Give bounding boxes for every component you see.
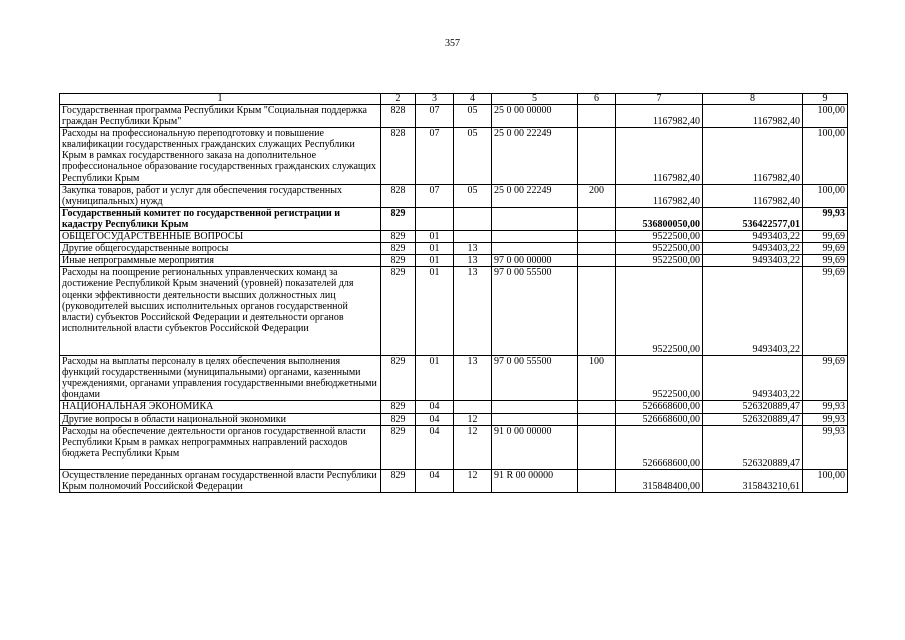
cell-col-3: 04 bbox=[416, 470, 454, 493]
cell-col-2: 829 bbox=[381, 470, 416, 493]
table-row bbox=[60, 243, 848, 255]
cell-col-9: 99,93 bbox=[803, 207, 848, 230]
cell-col-2: 829 bbox=[381, 413, 416, 425]
cell-col-4: 05 bbox=[454, 128, 492, 184]
cell-col-6 bbox=[578, 401, 616, 413]
cell-col-9: 99,69 bbox=[803, 267, 848, 356]
cell-col-9: 100,00 bbox=[803, 184, 848, 207]
header-col-1: 1 bbox=[60, 94, 381, 105]
cell-name: Расходы на профессиональную переподготовку и повышение квалификации государственных гражданских служащих Республики Крым в рамках государственного заказа на дополнительное профессиональное образование государственных гражданских служащих Республики Крым bbox=[60, 128, 381, 184]
header-col-9: 9 bbox=[803, 94, 848, 105]
cell-col-2: 829 bbox=[381, 425, 416, 469]
table-row bbox=[60, 267, 848, 356]
cell-name: Государственная программа Республики Крым "Социальная поддержка граждан Республики Крым" bbox=[60, 105, 381, 128]
cell-col-4: 05 bbox=[454, 184, 492, 207]
cell-col-3: 01 bbox=[416, 243, 454, 255]
cell-col-4 bbox=[454, 401, 492, 413]
cell-col-8: 1167982,40 bbox=[703, 105, 803, 128]
cell-col-8: 1167982,40 bbox=[703, 184, 803, 207]
cell-col-9: 99,69 bbox=[803, 255, 848, 267]
cell-col-4: 12 bbox=[454, 470, 492, 493]
cell-col-9: 100,00 bbox=[803, 470, 848, 493]
table-row bbox=[60, 425, 848, 469]
cell-col-6 bbox=[578, 413, 616, 425]
cell-col-6 bbox=[578, 207, 616, 230]
cell-col-8: 526320889,47 bbox=[703, 413, 803, 425]
cell-col-3: 01 bbox=[416, 356, 454, 401]
cell-col-7: 536800050,00 bbox=[616, 207, 703, 230]
cell-col-2: 828 bbox=[381, 184, 416, 207]
header-col-6: 6 bbox=[578, 94, 616, 105]
cell-col-4: 05 bbox=[454, 105, 492, 128]
cell-col-7: 9522500,00 bbox=[616, 356, 703, 401]
cell-col-9: 99,69 bbox=[803, 243, 848, 255]
table-row bbox=[60, 231, 848, 243]
cell-col-7: 526668600,00 bbox=[616, 413, 703, 425]
table-row bbox=[60, 470, 848, 493]
cell-col-6 bbox=[578, 425, 616, 469]
cell-col-6: 100 bbox=[578, 356, 616, 401]
cell-col-6 bbox=[578, 231, 616, 243]
cell-col-5 bbox=[492, 413, 578, 425]
cell-col-3: 04 bbox=[416, 401, 454, 413]
cell-col-5: 25 0 00 22249 bbox=[492, 128, 578, 184]
cell-col-5: 97 0 00 55500 bbox=[492, 267, 578, 356]
cell-col-6 bbox=[578, 243, 616, 255]
cell-col-6 bbox=[578, 255, 616, 267]
cell-col-3: 07 bbox=[416, 128, 454, 184]
table-row bbox=[60, 356, 848, 401]
table-row bbox=[60, 255, 848, 267]
cell-col-7: 526668600,00 bbox=[616, 401, 703, 413]
cell-col-3: 04 bbox=[416, 413, 454, 425]
cell-col-8: 526320889,47 bbox=[703, 425, 803, 469]
cell-col-2: 829 bbox=[381, 401, 416, 413]
cell-col-9: 99,93 bbox=[803, 413, 848, 425]
cell-col-6 bbox=[578, 128, 616, 184]
table-row bbox=[60, 105, 848, 128]
cell-col-8: 536422577,01 bbox=[703, 207, 803, 230]
header-col-2: 2 bbox=[381, 94, 416, 105]
cell-col-5 bbox=[492, 243, 578, 255]
cell-col-5: 25 0 00 00000 bbox=[492, 105, 578, 128]
cell-col-2: 828 bbox=[381, 105, 416, 128]
cell-col-7: 9522500,00 bbox=[616, 267, 703, 356]
cell-col-4 bbox=[454, 207, 492, 230]
header-col-7: 7 bbox=[616, 94, 703, 105]
table-row bbox=[60, 401, 848, 413]
cell-col-8: 1167982,40 bbox=[703, 128, 803, 184]
cell-name: Иные непрограммные мероприятия bbox=[60, 255, 381, 267]
cell-name: Расходы на поощрение региональных управленческих команд за достижение Республикой Крым значений (уровней) показателей для оценки эффективности деятельности высших должностных лиц (руководителей высших исполнительных органов государственной власти) субъектов Российской Федерации и деятельности органов исполнительной власти субъектов Российской Федерации bbox=[60, 267, 381, 356]
page-number: 357 bbox=[445, 38, 460, 49]
cell-col-3: 01 bbox=[416, 267, 454, 356]
cell-name: Закупка товаров, работ и услуг для обеспечения государственных (муниципальных) нужд bbox=[60, 184, 381, 207]
cell-name: Расходы на выплаты персоналу в целях обеспечения выполнения функций государственными (муниципальными) органами, казенными учреждениями, органами управления государственными внебюджетными фондами bbox=[60, 356, 381, 401]
cell-col-2: 829 bbox=[381, 356, 416, 401]
header-col-4: 4 bbox=[454, 94, 492, 105]
cell-name: ОБЩЕГОСУДАРСТВЕННЫЕ ВОПРОСЫ bbox=[60, 231, 381, 243]
cell-col-6 bbox=[578, 105, 616, 128]
cell-col-8: 526320889,47 bbox=[703, 401, 803, 413]
cell-col-6: 200 bbox=[578, 184, 616, 207]
cell-col-8: 9493403,22 bbox=[703, 267, 803, 356]
cell-col-8: 9493403,22 bbox=[703, 356, 803, 401]
cell-col-3: 01 bbox=[416, 231, 454, 243]
cell-col-6 bbox=[578, 470, 616, 493]
cell-col-5: 25 0 00 22249 bbox=[492, 184, 578, 207]
cell-name: Расходы на обеспечение деятельности органов государственной власти Республики Крым в рамках непрограммных направлений расходов бюджета Республики Крым bbox=[60, 425, 381, 469]
cell-col-3: 01 bbox=[416, 255, 454, 267]
cell-col-8: 9493403,22 bbox=[703, 231, 803, 243]
cell-col-4: 13 bbox=[454, 356, 492, 401]
cell-name: Другие вопросы в области национальной экономики bbox=[60, 413, 381, 425]
cell-col-4: 13 bbox=[454, 243, 492, 255]
cell-col-2: 829 bbox=[381, 243, 416, 255]
cell-col-3: 07 bbox=[416, 105, 454, 128]
cell-col-3: 07 bbox=[416, 184, 454, 207]
table-row bbox=[60, 207, 848, 230]
cell-name: Осуществление переданных органам государственной власти Республики Крым полномочий Российской Федерации bbox=[60, 470, 381, 493]
cell-name: НАЦИОНАЛЬНАЯ ЭКОНОМИКА bbox=[60, 401, 381, 413]
table-row bbox=[60, 184, 848, 207]
header-col-5: 5 bbox=[492, 94, 578, 105]
header-col-8: 8 bbox=[703, 94, 803, 105]
cell-col-4: 13 bbox=[454, 255, 492, 267]
cell-col-2: 828 bbox=[381, 128, 416, 184]
cell-col-5 bbox=[492, 207, 578, 230]
cell-col-9: 99,93 bbox=[803, 425, 848, 469]
cell-col-2: 829 bbox=[381, 231, 416, 243]
budget-table bbox=[59, 93, 848, 493]
cell-col-9: 99,69 bbox=[803, 231, 848, 243]
cell-col-5: 97 0 00 55500 bbox=[492, 356, 578, 401]
cell-col-7: 1167982,40 bbox=[616, 184, 703, 207]
cell-col-5 bbox=[492, 231, 578, 243]
cell-col-9: 99,69 bbox=[803, 356, 848, 401]
cell-col-4: 12 bbox=[454, 425, 492, 469]
cell-col-5: 97 0 00 00000 bbox=[492, 255, 578, 267]
cell-col-6 bbox=[578, 267, 616, 356]
header-col-3: 3 bbox=[416, 94, 454, 105]
cell-col-7: 9522500,00 bbox=[616, 231, 703, 243]
cell-col-2: 829 bbox=[381, 267, 416, 356]
cell-col-4 bbox=[454, 231, 492, 243]
cell-col-3: 04 bbox=[416, 425, 454, 469]
cell-col-2: 829 bbox=[381, 255, 416, 267]
cell-col-4: 13 bbox=[454, 267, 492, 356]
table-header-row bbox=[60, 94, 848, 105]
cell-col-8: 9493403,22 bbox=[703, 243, 803, 255]
cell-col-5: 91 0 00 00000 bbox=[492, 425, 578, 469]
cell-col-5 bbox=[492, 401, 578, 413]
table-row bbox=[60, 413, 848, 425]
cell-name: Государственный комитет по государственной регистрации и кадастру Республики Крым bbox=[60, 207, 381, 230]
cell-col-8: 315843210,61 bbox=[703, 470, 803, 493]
cell-col-7: 1167982,40 bbox=[616, 105, 703, 128]
cell-col-5: 91 R 00 00000 bbox=[492, 470, 578, 493]
cell-col-2: 829 bbox=[381, 207, 416, 230]
cell-col-7: 9522500,00 bbox=[616, 243, 703, 255]
cell-col-9: 99,93 bbox=[803, 401, 848, 413]
cell-col-7: 1167982,40 bbox=[616, 128, 703, 184]
cell-col-3 bbox=[416, 207, 454, 230]
cell-col-7: 315848400,00 bbox=[616, 470, 703, 493]
cell-name: Другие общегосударственные вопросы bbox=[60, 243, 381, 255]
cell-col-7: 9522500,00 bbox=[616, 255, 703, 267]
cell-col-8: 9493403,22 bbox=[703, 255, 803, 267]
cell-col-4: 12 bbox=[454, 413, 492, 425]
cell-col-9: 100,00 bbox=[803, 105, 848, 128]
table-row bbox=[60, 128, 848, 184]
cell-col-9: 100,00 bbox=[803, 128, 848, 184]
cell-col-7: 526668600,00 bbox=[616, 425, 703, 469]
